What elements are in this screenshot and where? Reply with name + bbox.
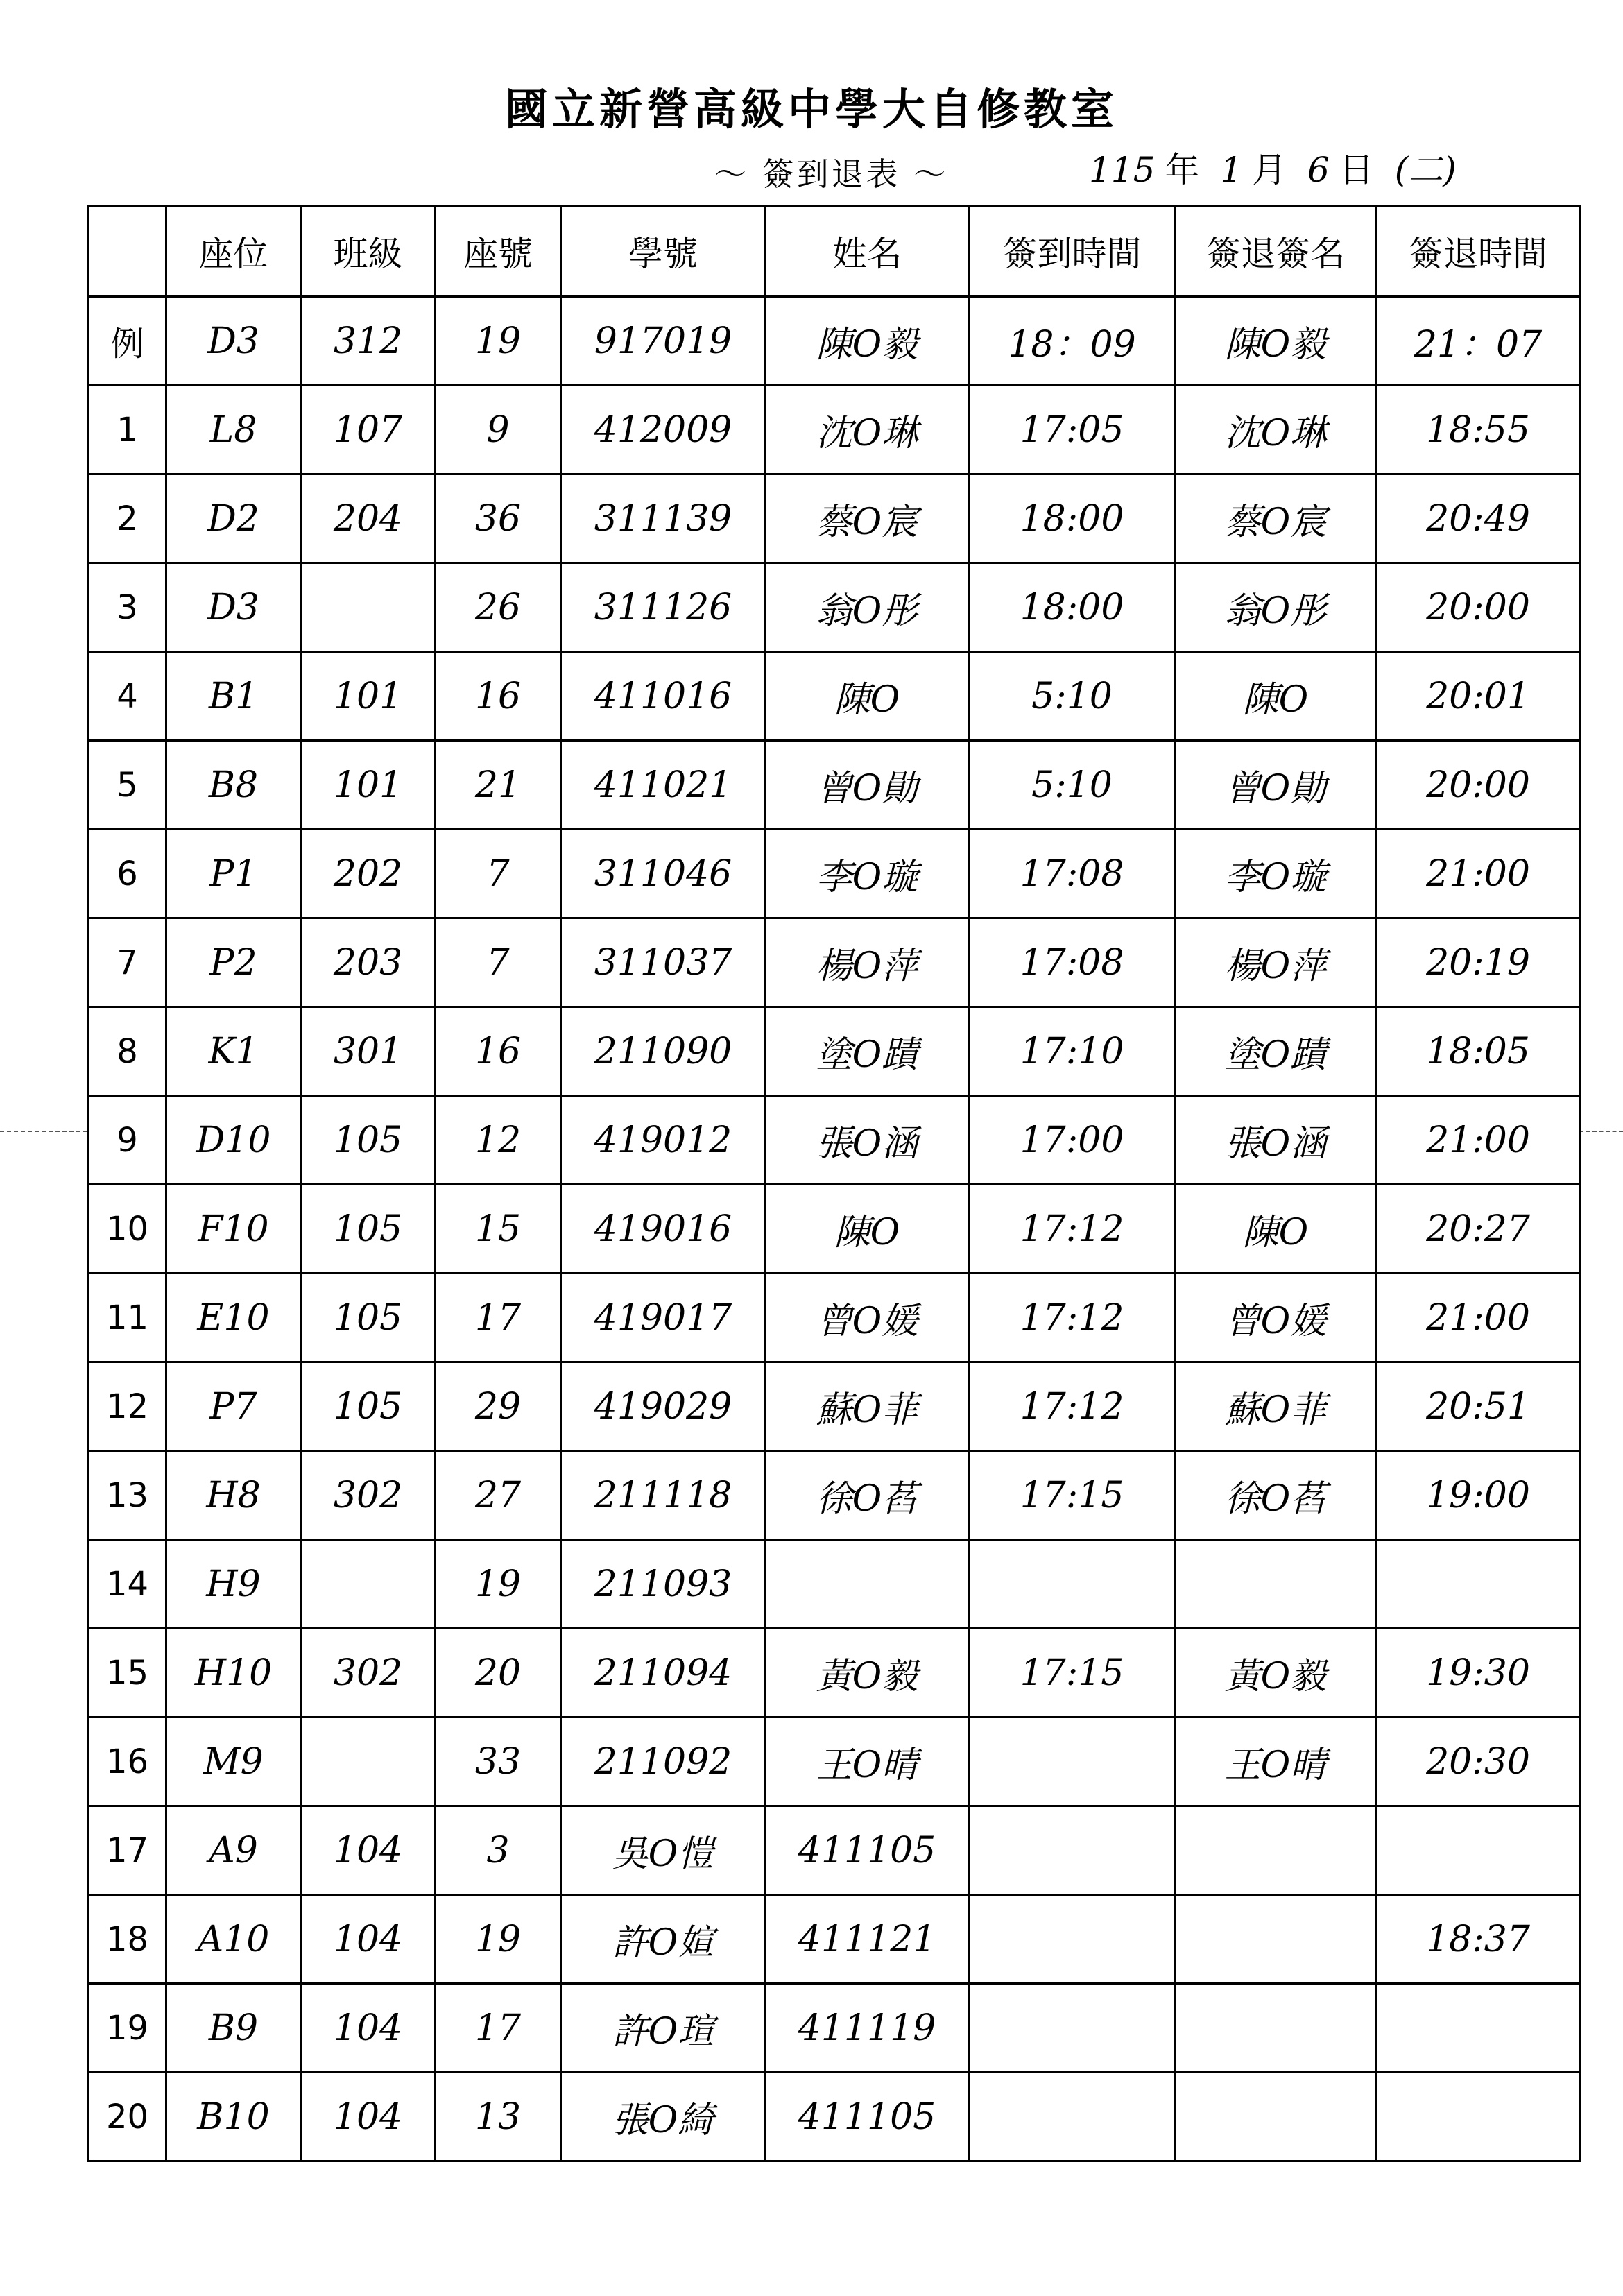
cell-row-index: 9 [89,1096,166,1185]
cell-seat-number: 33 [436,1717,561,1806]
cell-seat: A10 [166,1895,301,1984]
cell-row-index: 17 [89,1806,166,1895]
cell-row-index: 16 [89,1717,166,1806]
cell-sign-out-signature: 徐O萏 [1176,1451,1376,1540]
cell-student-id: 311126 [561,563,766,652]
cell-student-id: 張O綺 [561,2073,766,2161]
column-header-student-id: 學號 [561,206,766,297]
cell-sign-in-time: 17:08 [969,918,1176,1007]
table-row [89,830,1581,918]
cell-sign-out-time: 18:37 [1376,1895,1581,1984]
cell-seat: E10 [166,1274,301,1362]
cell-sign-in-time: 5:10 [969,741,1176,830]
cell-seat: P7 [166,1362,301,1451]
cell-sign-out-signature: 陳O [1176,652,1376,741]
cell-sign-in-time: 17:15 [969,1451,1176,1540]
cell-seat-number: 19 [436,1895,561,1984]
cell-sign-out-signature: 蘇O菲 [1176,1362,1376,1451]
example-row [89,297,1581,386]
cell-row-index: 3 [89,563,166,652]
cell-class: 101 [301,652,436,741]
date-line [1089,142,1466,192]
cell-student-id: 419016 [561,1185,766,1274]
cell-seat-number: 27 [436,1451,561,1540]
cell-sign-in-time: 18:00 [969,474,1176,563]
cell-seat: M9 [166,1717,301,1806]
cell-name: 沈O琳 [766,386,969,474]
cell-student-id: 311139 [561,474,766,563]
cell-student-id: 412009 [561,386,766,474]
cell-seat: H9 [166,1540,301,1629]
cell-seat: H10 [166,1629,301,1717]
cell-seat: D2 [166,474,301,563]
cell-row-index: 10 [89,1185,166,1274]
table-row [89,1717,1581,1806]
cell-student-id: 419017 [561,1274,766,1362]
cell-row-index: 19 [89,1984,166,2073]
cell-name: 王O晴 [766,1717,969,1806]
cell-seat: H8 [166,1451,301,1540]
cell-seat-number: 36 [436,474,561,563]
cell-name: 張O涵 [766,1096,969,1185]
cell-seat: P2 [166,918,301,1007]
table-row [89,1362,1581,1451]
cell-seat-number: 15 [436,1185,561,1274]
cell-seat: D10 [166,1096,301,1185]
cell-sign-out-signature: 張O涵 [1176,1096,1376,1185]
cell-class: 302 [301,1451,436,1540]
cell-row-index: 8 [89,1007,166,1096]
cell-name: 蔡O宸 [766,474,969,563]
cell-row-index: 4 [89,652,166,741]
cell-student-id: 311037 [561,918,766,1007]
date-month-label: 月 [1252,150,1287,190]
cell-sign-in-time [969,1806,1176,1895]
cell-seat-number: 19 [436,1540,561,1629]
cell-seat-number: 7 [436,830,561,918]
cell-row-index: 13 [89,1451,166,1540]
cell-student-id: 419029 [561,1362,766,1451]
cell-class: 104 [301,1895,436,1984]
cell-seat-number: 19 [436,297,561,386]
cell-class: 101 [301,741,436,830]
column-header-row-index [89,206,166,297]
cell-sign-in-time: 17:12 [969,1362,1176,1451]
cell-row-index: 5 [89,741,166,830]
cell-sign-out-time: 20:49 [1376,474,1581,563]
cell-sign-out-signature: 黃O毅 [1176,1629,1376,1717]
cell-sign-in-time: 18:00 [969,563,1176,652]
cell-seat-number: 16 [436,1007,561,1096]
cell-name: 塗O蹟 [766,1007,969,1096]
cell-sign-in-time [969,1895,1176,1984]
cell-sign-out-signature: 楊O萍 [1176,918,1376,1007]
cell-sign-in-time: 17:00 [969,1096,1176,1185]
cell-sign-out-time: 20:01 [1376,652,1581,741]
cell-sign-in-time: 17:15 [969,1629,1176,1717]
cell-class: 105 [301,1362,436,1451]
table-row [89,1007,1581,1096]
table-row [89,1451,1581,1540]
cell-seat-number: 29 [436,1362,561,1451]
cell-sign-in-time [969,2073,1176,2161]
cell-sign-out-signature: 李O璇 [1176,830,1376,918]
table-row [89,1895,1581,1984]
cell-student-id: 311046 [561,830,766,918]
cell-sign-out-signature: 曾O媛 [1176,1274,1376,1362]
cell-student-id: 411021 [561,741,766,830]
table-row [89,1984,1581,2073]
cell-sign-out-signature [1176,2073,1376,2161]
cell-row-index: 20 [89,2073,166,2161]
fold-mark-right [1579,1131,1623,1132]
cell-sign-out-time: 20:00 [1376,741,1581,830]
cell-name: 411121 [766,1895,969,1984]
cell-class: 204 [301,474,436,563]
date-weekday: (二) [1394,150,1457,190]
cell-row-index: 11 [89,1274,166,1362]
cell-class [301,563,436,652]
cell-seat-number: 21 [436,741,561,830]
cell-sign-out-signature [1176,1540,1376,1629]
cell-sign-out-time: 20:00 [1376,563,1581,652]
cell-sign-out-time: 20:27 [1376,1185,1581,1274]
cell-student-id: 211090 [561,1007,766,1096]
cell-sign-out-signature: 王O晴 [1176,1717,1376,1806]
cell-sign-out-signature [1176,1895,1376,1984]
column-header-name: 姓名 [766,206,969,297]
cell-sign-out-signature: 塗O蹟 [1176,1007,1376,1096]
column-header-class: 班級 [301,206,436,297]
cell-sign-out-time [1376,1806,1581,1895]
cell-name: 曾O媛 [766,1274,969,1362]
cell-class: 202 [301,830,436,918]
cell-sign-in-time [969,1717,1176,1806]
cell-seat: D3 [166,563,301,652]
cell-row-index: 15 [89,1629,166,1717]
column-header-seat: 座位 [166,206,301,297]
cell-sign-out-signature: 蔡O宸 [1176,474,1376,563]
cell-name: 徐O萏 [766,1451,969,1540]
cell-sign-out-time: 21：07 [1376,297,1581,386]
cell-sign-out-signature [1176,1984,1376,2073]
cell-class [301,1717,436,1806]
table-row [89,1274,1581,1362]
cell-sign-in-time: 18：09 [969,297,1176,386]
cell-sign-out-time: 21:00 [1376,830,1581,918]
cell-seat: B9 [166,1984,301,2073]
cell-sign-in-time: 17:12 [969,1274,1176,1362]
cell-row-index: 1 [89,386,166,474]
cell-name: 楊O萍 [766,918,969,1007]
cell-name: 李O璇 [766,830,969,918]
cell-student-id: 211092 [561,1717,766,1806]
sign-in-table [87,205,1581,2162]
cell-name: 蘇O菲 [766,1362,969,1451]
cell-class: 105 [301,1096,436,1185]
cell-row-index: 2 [89,474,166,563]
cell-sign-out-time: 20:19 [1376,918,1581,1007]
date-year-label: 年 [1165,150,1200,190]
cell-sign-in-time [969,1984,1176,2073]
cell-sign-out-time: 18:05 [1376,1007,1581,1096]
cell-class: 312 [301,297,436,386]
cell-seat-number: 7 [436,918,561,1007]
cell-class: 104 [301,2073,436,2161]
table-row [89,474,1581,563]
table-row [89,1806,1581,1895]
cell-sign-out-time [1376,1540,1581,1629]
table-row [89,741,1581,830]
cell-sign-out-time: 19:30 [1376,1629,1581,1717]
document-title: 國立新營高級中學大自修教室 [504,84,1118,135]
cell-class: 203 [301,918,436,1007]
cell-seat: P1 [166,830,301,918]
cell-seat-number: 20 [436,1629,561,1717]
cell-row-index: 例 [89,297,166,386]
cell-student-id: 419012 [561,1096,766,1185]
cell-sign-out-time: 19:00 [1376,1451,1581,1540]
cell-student-id: 吳O愷 [561,1806,766,1895]
cell-student-id: 211093 [561,1540,766,1629]
column-header-seat-number: 座號 [436,206,561,297]
cell-name: 411119 [766,1984,969,2073]
table-row [89,563,1581,652]
cell-class: 302 [301,1629,436,1717]
cell-class [301,1540,436,1629]
table-row [89,386,1581,474]
cell-row-index: 7 [89,918,166,1007]
cell-seat-number: 26 [436,563,561,652]
cell-sign-in-time [969,1540,1176,1629]
fold-mark-left [0,1131,87,1132]
table-row [89,652,1581,741]
date-day: 6 [1307,150,1330,190]
cell-sign-out-signature: 陳O [1176,1185,1376,1274]
table-body [89,297,1581,2161]
cell-seat: F10 [166,1185,301,1274]
cell-student-id: 許O瑄 [561,1984,766,2073]
cell-class: 105 [301,1274,436,1362]
cell-row-index: 14 [89,1540,166,1629]
table-row [89,1096,1581,1185]
cell-sign-out-time: 20:51 [1376,1362,1581,1451]
cell-seat: A9 [166,1806,301,1895]
cell-seat: D3 [166,297,301,386]
document-subtitle: ～ 簽到退表 ～ [714,155,949,193]
table-row [89,2073,1581,2161]
cell-seat-number: 17 [436,1984,561,2073]
cell-seat-number: 17 [436,1274,561,1362]
cell-name: 陳O [766,1185,969,1274]
cell-sign-in-time: 17:12 [969,1185,1176,1274]
cell-row-index: 18 [89,1895,166,1984]
cell-class: 104 [301,1806,436,1895]
cell-name: 陳O毅 [766,297,969,386]
cell-student-id: 411016 [561,652,766,741]
cell-sign-out-time: 20:30 [1376,1717,1581,1806]
cell-sign-out-time [1376,1984,1581,2073]
date-day-label: 日 [1339,150,1374,190]
cell-name: 陳O [766,652,969,741]
column-header-sign-out-signature: 簽退簽名 [1176,206,1376,297]
cell-class: 301 [301,1007,436,1096]
cell-sign-in-time: 17:08 [969,830,1176,918]
table-row [89,1629,1581,1717]
cell-student-id: 917019 [561,297,766,386]
cell-sign-in-time: 17:10 [969,1007,1176,1096]
cell-name: 翁O彤 [766,563,969,652]
cell-sign-out-signature [1176,1806,1376,1895]
cell-sign-out-signature: 陳O毅 [1176,297,1376,386]
cell-sign-out-time: 21:00 [1376,1274,1581,1362]
table-row [89,1540,1581,1629]
cell-sign-out-time [1376,2073,1581,2161]
cell-student-id: 許O媗 [561,1895,766,1984]
cell-name: 411105 [766,2073,969,2161]
cell-row-index: 6 [89,830,166,918]
cell-row-index: 12 [89,1362,166,1451]
cell-seat-number: 13 [436,2073,561,2161]
cell-name: 曾O勛 [766,741,969,830]
cell-student-id: 211094 [561,1629,766,1717]
cell-student-id: 211118 [561,1451,766,1540]
column-header-sign-out-time: 簽退時間 [1376,206,1581,297]
cell-seat: B8 [166,741,301,830]
cell-name [766,1540,969,1629]
cell-name: 411105 [766,1806,969,1895]
cell-seat-number: 9 [436,386,561,474]
cell-sign-in-time: 5:10 [969,652,1176,741]
cell-class: 107 [301,386,436,474]
cell-seat-number: 3 [436,1806,561,1895]
cell-seat: K1 [166,1007,301,1096]
cell-sign-in-time: 17:05 [969,386,1176,474]
cell-seat-number: 12 [436,1096,561,1185]
date-month: 1 [1220,150,1243,190]
cell-class: 104 [301,1984,436,2073]
cell-sign-out-time: 18:55 [1376,386,1581,474]
column-header-sign-in-time: 簽到時間 [969,206,1176,297]
header-row [89,206,1581,297]
table-row [89,1185,1581,1274]
cell-seat: L8 [166,386,301,474]
cell-seat: B1 [166,652,301,741]
date-year: 115 [1089,150,1156,190]
cell-seat: B10 [166,2073,301,2161]
cell-sign-out-signature: 翁O彤 [1176,563,1376,652]
cell-seat-number: 16 [436,652,561,741]
cell-sign-out-signature: 曾O勛 [1176,741,1376,830]
cell-sign-out-time: 21:00 [1376,1096,1581,1185]
cell-name: 黃O毅 [766,1629,969,1717]
cell-sign-out-signature: 沈O琳 [1176,386,1376,474]
cell-class: 105 [301,1185,436,1274]
table-row [89,918,1581,1007]
